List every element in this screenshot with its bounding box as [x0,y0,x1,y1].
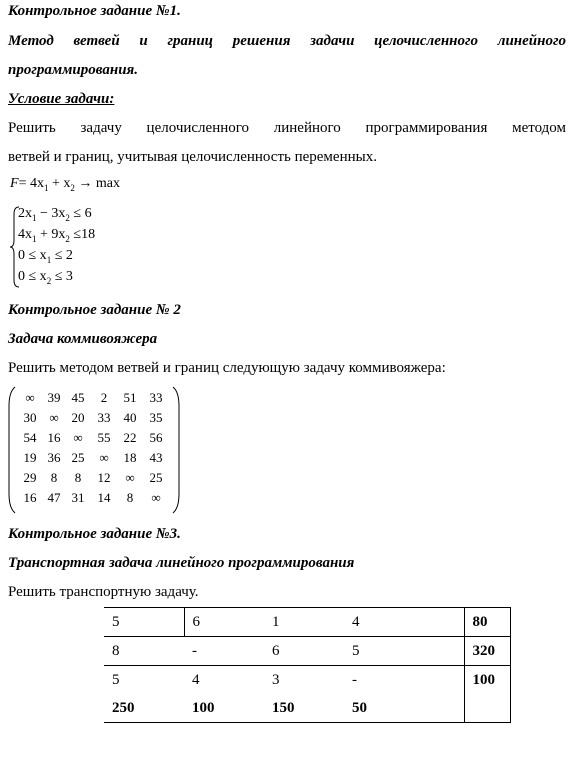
constraint-1-b: − 3x [36,206,66,221]
matrix-cell: 47 [47,490,61,505]
cost-cell: 3 [272,672,280,688]
cost-cell: 5 [112,614,120,630]
matrix-cell: 8 [74,470,82,485]
objective-sub2: 2 [70,182,75,193]
matrix-cell: ∞ [99,450,109,465]
constraint-2-rel: ≤18 [69,227,96,242]
matrix-cell: 14 [97,490,111,505]
matrix-cell: 20 [71,410,85,425]
right-paren-icon [172,386,180,514]
matrix-cell: 16 [23,490,37,505]
matrix-cell: 33 [149,390,163,405]
matrix-cell: 51 [123,390,137,405]
constraint-3 [18,248,73,265]
matrix-cell: 56 [149,430,163,445]
objective-eq: = 4x [18,176,44,191]
task3-heading: Контрольное задание №3. [8,526,181,542]
cost-cell: - [352,672,357,688]
matrix-cell: 30 [23,410,37,425]
demand-cell: 50 [352,700,367,716]
matrix-cell: 12 [97,470,111,485]
constraint-4-a-sub: 2 [46,275,52,286]
task2-text: Решить методом ветвей и границ следующую задачу коммивояжера: [8,360,446,376]
constraint-4 [18,269,73,286]
demand-cell: 150 [272,700,295,716]
cost-cell: 4 [352,614,360,630]
task1-text-line1: Решить задачу целочисленного линейного программирования методом [8,120,566,136]
constraint-1 [18,206,92,223]
matrix-cell: 25 [71,450,85,465]
constraint-3-a: 0 ≤ x [18,248,47,263]
matrix-cell: 45 [71,390,85,405]
matrix-cell: 25 [149,470,163,485]
constraint-1-rel: ≤ 6 [69,206,92,221]
matrix-cell: 22 [123,430,137,445]
constraint-4-a: 0 ≤ x [18,269,47,284]
transport-table [104,607,511,723]
objective-sub1: 1 [43,182,49,193]
matrix-cell: 39 [47,390,61,405]
constraint-2 [18,227,95,244]
constraint-2-b: + 9x [36,227,66,242]
matrix-cell: 43 [149,450,163,465]
cost-cell: 6 [192,614,200,630]
supply-cell: 100 [472,672,495,688]
matrix-cell: 31 [71,490,85,505]
matrix-cell: ∞ [49,410,59,425]
constraint-3-b: ≤ 2 [51,248,73,263]
matrix-cell: ∞ [125,470,135,485]
constraint-2-b-sub: 2 [65,233,70,244]
left-paren-icon [8,386,16,514]
matrix-cell: 8 [50,470,58,485]
table-row [104,694,510,723]
cost-cell: 5 [352,643,360,659]
task1-heading: Контрольное задание №1. [8,3,181,19]
objective-plus: + x [48,176,71,191]
constraint-1-a: 2x [18,206,32,221]
cost-cell: 1 [272,614,280,630]
task1-text-line2: ветвей и границ, учитывая целочисленность переменных. [8,149,377,165]
table-row [104,608,510,637]
matrix-cell: 2 [100,390,108,405]
objective-lhs: F [10,176,19,191]
task3-text: Решить транспортную задачу. [8,584,199,600]
cost-cell: 5 [112,672,120,688]
objective-arrow: → max [74,176,120,191]
condition-label: Условие задачи: [8,91,115,107]
demand-cell: 100 [192,700,215,716]
matrix-cell: 55 [97,430,111,445]
matrix-cell: 18 [123,450,137,465]
cost-cell: 4 [192,672,200,688]
matrix-cell: 8 [126,490,134,505]
matrix-cell: 19 [23,450,37,465]
constraint-1-b-sub: 2 [65,212,70,223]
constraint-1-a-sub: 1 [32,212,37,223]
matrix-cell: 29 [23,470,37,485]
matrix-cell: ∞ [25,390,35,405]
matrix-cell: 33 [97,410,111,425]
matrix-cell: 16 [47,430,61,445]
matrix-cell: 40 [123,410,137,425]
matrix-cell: 35 [149,410,163,425]
task2-title: Задача коммивояжера [8,331,158,347]
constraint-2-a: 4x [18,227,32,242]
constraint-4-b: ≤ 3 [51,269,73,284]
distance-matrix [8,386,180,514]
matrix-cell: ∞ [151,490,161,505]
task1-title-line2: программирования. [8,62,139,78]
supply-cell: 80 [472,614,488,630]
demand-cell: 250 [112,700,135,716]
objective-function [10,176,120,193]
table-row [104,637,510,666]
constraint-2-a-sub: 1 [32,233,37,244]
table-row [104,666,510,695]
task3-title: Транспортная задача линейного программирования [8,555,355,571]
task1-title-line1: Метод ветвей и границ решения задачи целочисленного линейного [8,33,566,49]
supply-cell: 320 [472,643,495,659]
cost-cell: 6 [272,643,280,659]
matrix-cell: 54 [23,430,37,445]
cost-cell: 8 [112,643,120,659]
constraint-3-a-sub: 1 [46,254,52,265]
matrix-cell: 36 [47,450,61,465]
cost-cell: - [192,643,197,659]
matrix-cell: ∞ [73,430,83,445]
task2-heading: Контрольное задание № 2 [8,302,181,318]
